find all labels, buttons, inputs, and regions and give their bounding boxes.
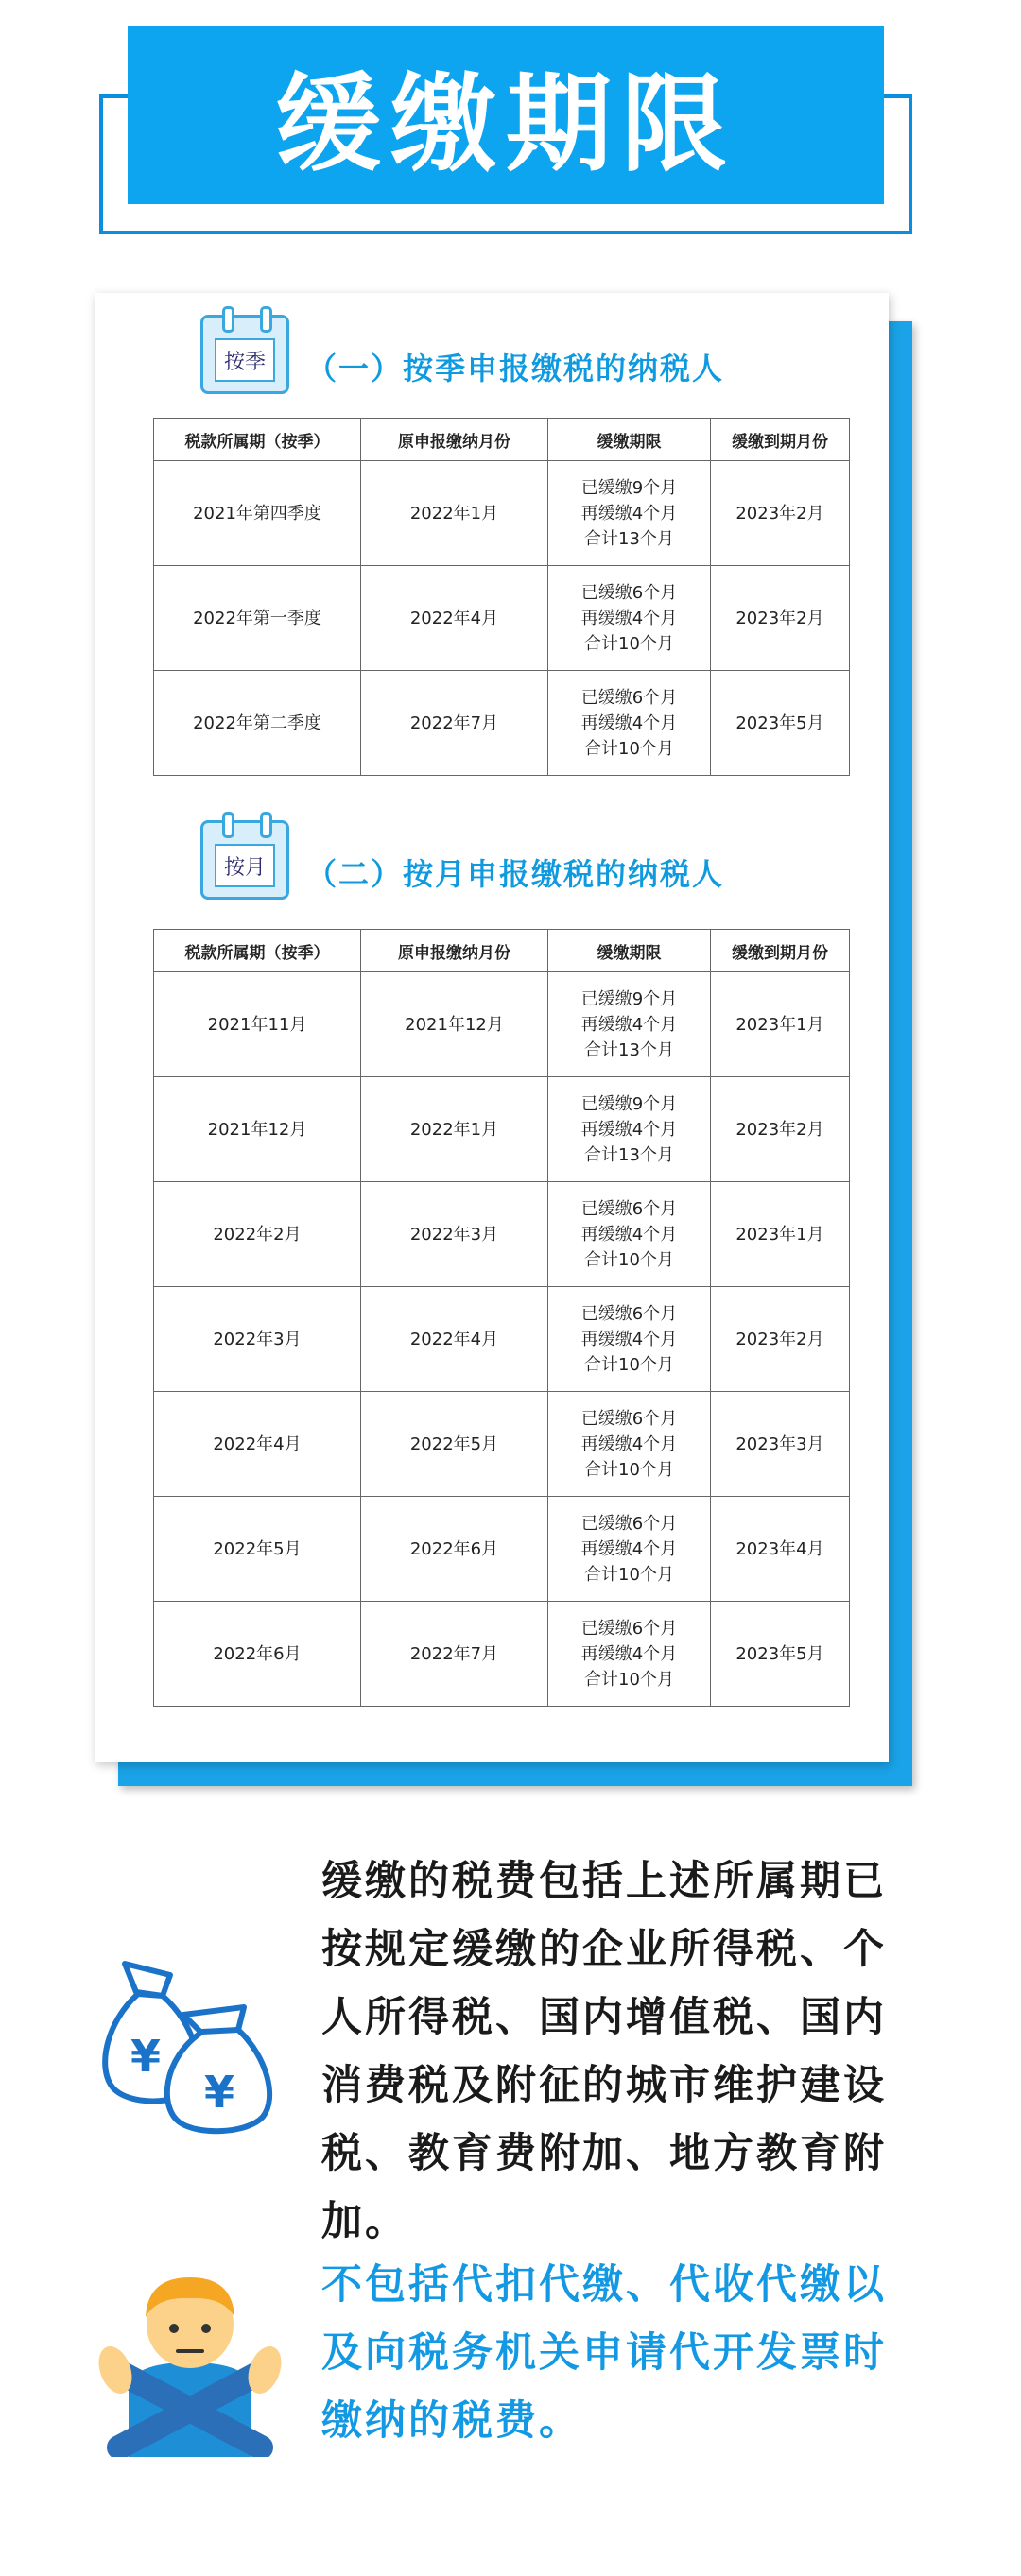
orig-cell: 2022年5月 (361, 1392, 548, 1497)
deferral-line: 已缓缴6个月 (580, 1303, 678, 1324)
deferral-cell (548, 671, 711, 776)
table-row (154, 671, 850, 776)
deferral-line: 再缓缴4个月 (580, 1643, 678, 1664)
money-bag-yuan-icon (96, 1947, 276, 2136)
due-cell: 2023年1月 (711, 972, 850, 1077)
period-cell: 2022年4月 (154, 1392, 361, 1497)
table-row (154, 972, 850, 1077)
deferral-cell (548, 566, 711, 671)
excluded-taxes-note: 不包括代扣代缴、代收代缴以及向税务机关申请代开发票时缴纳的税费。 (321, 2261, 887, 2445)
deferral-line: 再缓缴4个月 (580, 1329, 678, 1349)
person-crossed-arms-icon (91, 2258, 289, 2457)
deferral-line: 合计10个月 (584, 633, 674, 654)
table-row (154, 1602, 850, 1707)
period-cell: 2022年2月 (154, 1182, 361, 1287)
deferral-line: 已缓缴9个月 (580, 477, 678, 498)
section-monthly-head (200, 813, 824, 917)
section-title: （一）按季申报缴税的纳税人 (306, 351, 725, 386)
period-cell: 2022年3月 (154, 1287, 361, 1392)
period-cell: 2021年11月 (154, 972, 361, 1077)
deferral-line: 已缓缴9个月 (580, 1093, 678, 1114)
due-cell: 2023年5月 (711, 1602, 850, 1707)
included-taxes-note: 缓缴的税费包括上述所属期已按规定缓缴的企业所得税、个人所得税、国内增值税、国内消费税及附征的城市维护建设税、教育费附加、地方教育附加。 (321, 1858, 887, 2245)
table-header-row (154, 419, 850, 461)
deferral-cell (548, 1077, 711, 1182)
deferral-line: 再缓缴4个月 (580, 1119, 678, 1140)
svg-text:¥: ¥ (130, 2031, 162, 2082)
calendar-label: 按月 (215, 844, 275, 887)
header-banner (128, 26, 884, 204)
table-header-row (154, 930, 850, 972)
deferral-line: 再缓缴4个月 (580, 608, 678, 628)
table-row (154, 566, 850, 671)
deferral-line: 合计13个月 (584, 1039, 674, 1060)
period-cell: 2022年5月 (154, 1497, 361, 1602)
deferral-line: 已缓缴6个月 (580, 1198, 678, 1219)
deferral-line: 再缓缴4个月 (580, 1014, 678, 1035)
period-cell: 2021年第四季度 (154, 461, 361, 566)
due-cell: 2023年2月 (711, 1287, 850, 1392)
due-cell: 2023年2月 (711, 566, 850, 671)
deferral-line: 再缓缴4个月 (580, 713, 678, 733)
calendar-label: 按季 (215, 338, 275, 382)
orig-cell: 2022年1月 (361, 1077, 548, 1182)
period-cell: 2022年第一季度 (154, 566, 361, 671)
table-row (154, 1182, 850, 1287)
page-title: 缓缴期限 (275, 62, 736, 186)
deferral-line: 合计10个月 (584, 1249, 674, 1270)
header-due-month: 缓缴到期月份 (711, 419, 850, 461)
deferral-cell (548, 972, 711, 1077)
deferral-line: 合计10个月 (584, 738, 674, 759)
deferral-line: 再缓缴4个月 (580, 503, 678, 524)
deferral-cell (548, 1497, 711, 1602)
table-row (154, 1077, 850, 1182)
due-cell: 2023年5月 (711, 671, 850, 776)
table-row (154, 1497, 850, 1602)
deferral-line: 再缓缴4个月 (580, 1538, 678, 1559)
deferral-line: 已缓缴6个月 (580, 582, 678, 603)
calendar-icon (200, 820, 289, 900)
deferral-line: 再缓缴4个月 (580, 1224, 678, 1245)
table-row (154, 1287, 850, 1392)
deferral-line: 合计13个月 (584, 1144, 674, 1165)
due-cell: 2023年3月 (711, 1392, 850, 1497)
svg-text:¥: ¥ (203, 2067, 235, 2118)
deferral-line: 合计10个月 (584, 1564, 674, 1585)
header-period: 税款所属期（按季） (154, 419, 361, 461)
orig-cell: 2022年7月 (361, 1602, 548, 1707)
deferral-cell (548, 1287, 711, 1392)
period-cell: 2021年12月 (154, 1077, 361, 1182)
orig-cell: 2022年6月 (361, 1497, 548, 1602)
period-cell: 2022年6月 (154, 1602, 361, 1707)
quarterly-table (153, 418, 850, 776)
deferral-line: 已缓缴9个月 (580, 988, 678, 1009)
orig-cell: 2022年4月 (361, 566, 548, 671)
due-cell: 2023年2月 (711, 1077, 850, 1182)
deferral-line: 合计10个月 (584, 1354, 674, 1375)
header-deferral: 缓缴期限 (548, 930, 711, 972)
calendar-icon (200, 315, 289, 394)
orig-cell: 2022年7月 (361, 671, 548, 776)
header-due-month: 缓缴到期月份 (711, 930, 850, 972)
section-quarterly-head (200, 307, 824, 411)
due-cell: 2023年1月 (711, 1182, 850, 1287)
deferral-line: 已缓缴6个月 (580, 1408, 678, 1429)
orig-cell: 2022年1月 (361, 461, 548, 566)
deferral-line: 已缓缴6个月 (580, 687, 678, 708)
deferral-line: 已缓缴6个月 (580, 1618, 678, 1639)
table-row (154, 461, 850, 566)
section-title: （二）按月申报缴税的纳税人 (306, 856, 725, 892)
deferral-line: 再缓缴4个月 (580, 1434, 678, 1454)
deferral-cell (548, 1182, 711, 1287)
deferral-cell (548, 1602, 711, 1707)
orig-cell: 2021年12月 (361, 972, 548, 1077)
period-cell: 2022年第二季度 (154, 671, 361, 776)
table-row (154, 1392, 850, 1497)
deferral-cell (548, 1392, 711, 1497)
header-original-month: 原申报缴纳月份 (361, 419, 548, 461)
monthly-table (153, 929, 850, 1707)
deferral-cell (548, 461, 711, 566)
deferral-line: 已缓缴6个月 (580, 1513, 678, 1534)
deferral-line: 合计10个月 (584, 1669, 674, 1690)
due-cell: 2023年2月 (711, 461, 850, 566)
orig-cell: 2022年3月 (361, 1182, 548, 1287)
header-deferral: 缓缴期限 (548, 419, 711, 461)
orig-cell: 2022年4月 (361, 1287, 548, 1392)
header-period: 税款所属期（按季） (154, 930, 361, 972)
deferral-line: 合计10个月 (584, 1459, 674, 1480)
deferral-line: 合计13个月 (584, 528, 674, 549)
due-cell: 2023年4月 (711, 1497, 850, 1602)
header-original-month: 原申报缴纳月份 (361, 930, 548, 972)
